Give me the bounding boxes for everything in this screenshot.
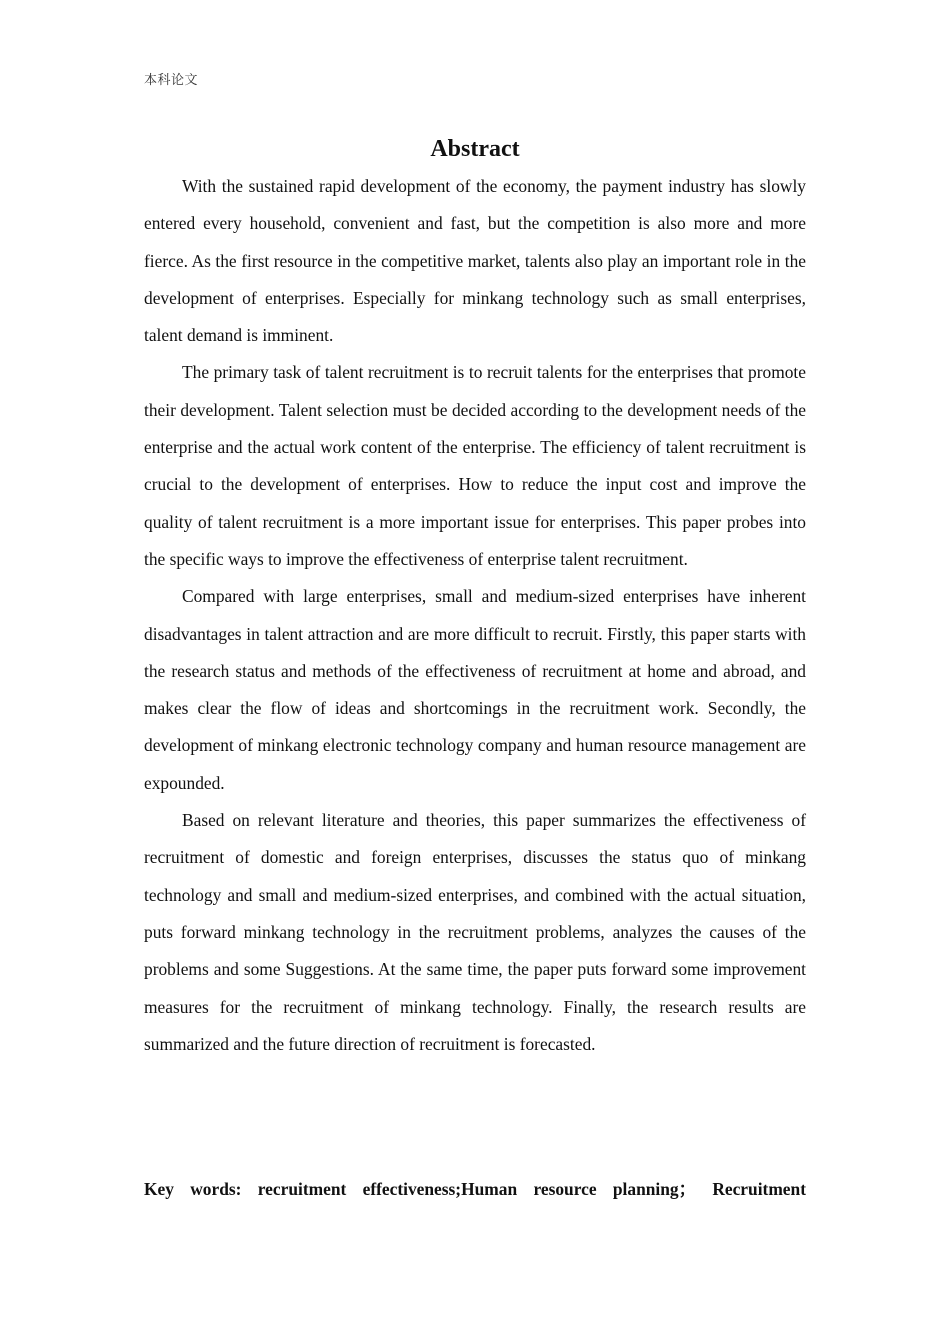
- abstract-paragraph-2: The primary task of talent recruitment is to recruit talents for the enterprises that promote their development. Talent selection must be decided according to the development needs of the enterprise and the actual work content of the enterprise. The efficiency of talent recruitment is crucial to the development of enterprises. How to reduce the input cost and improve the quality of talent recruitment is a more important issue for enterprises. This paper probes into the specific ways to improve the effectiveness of enterprise talent recruitment.: [144, 362, 806, 569]
- abstract-paragraph-4: Based on relevant literature and theories, this paper summarizes the effectiveness of recruitment of domestic and foreign enterprises, discusses the status quo of minkang technology and small and medium-sized enterprises, and combined with the actual situation, puts forward minkang technology in the recruitment problems, analyzes the causes of the problems and some Suggestions. At the same time, the paper puts forward some improvement measures for the recruitment of minkang technology. Finally, the research results are summarized and the future direction of recruitment is forecasted.: [144, 810, 806, 1054]
- abstract-paragraph-1: With the sustained rapid development of the economy, the payment industry has slowly entered every household, convenient and fast, but the competition is also more and more fierce. As the first resource in the competitive market, talents also play an important role in the development of enterprises. Especially for minkang technology such as small enterprises, talent demand is imminent.: [144, 176, 806, 346]
- abstract-body: [144, 168, 806, 1063]
- abstract-title: Abstract: [430, 136, 520, 162]
- keywords-line: Key words: recruitment effectiveness;Human resource planning； Recruitment: [144, 1179, 806, 1199]
- abstract-paragraph-3: Compared with large enterprises, small and medium-sized enterprises have inherent disadvantages in talent attraction and are more difficult to recruit. Firstly, this paper starts with the research status and methods of the effectiveness of recruitment at home and abroad, and makes clear the flow of ideas and shortcomings in the recruitment work. Secondly, the development of minkang electronic technology company and human resource management are expounded.: [144, 586, 806, 793]
- running-header: 本科论文: [144, 73, 199, 88]
